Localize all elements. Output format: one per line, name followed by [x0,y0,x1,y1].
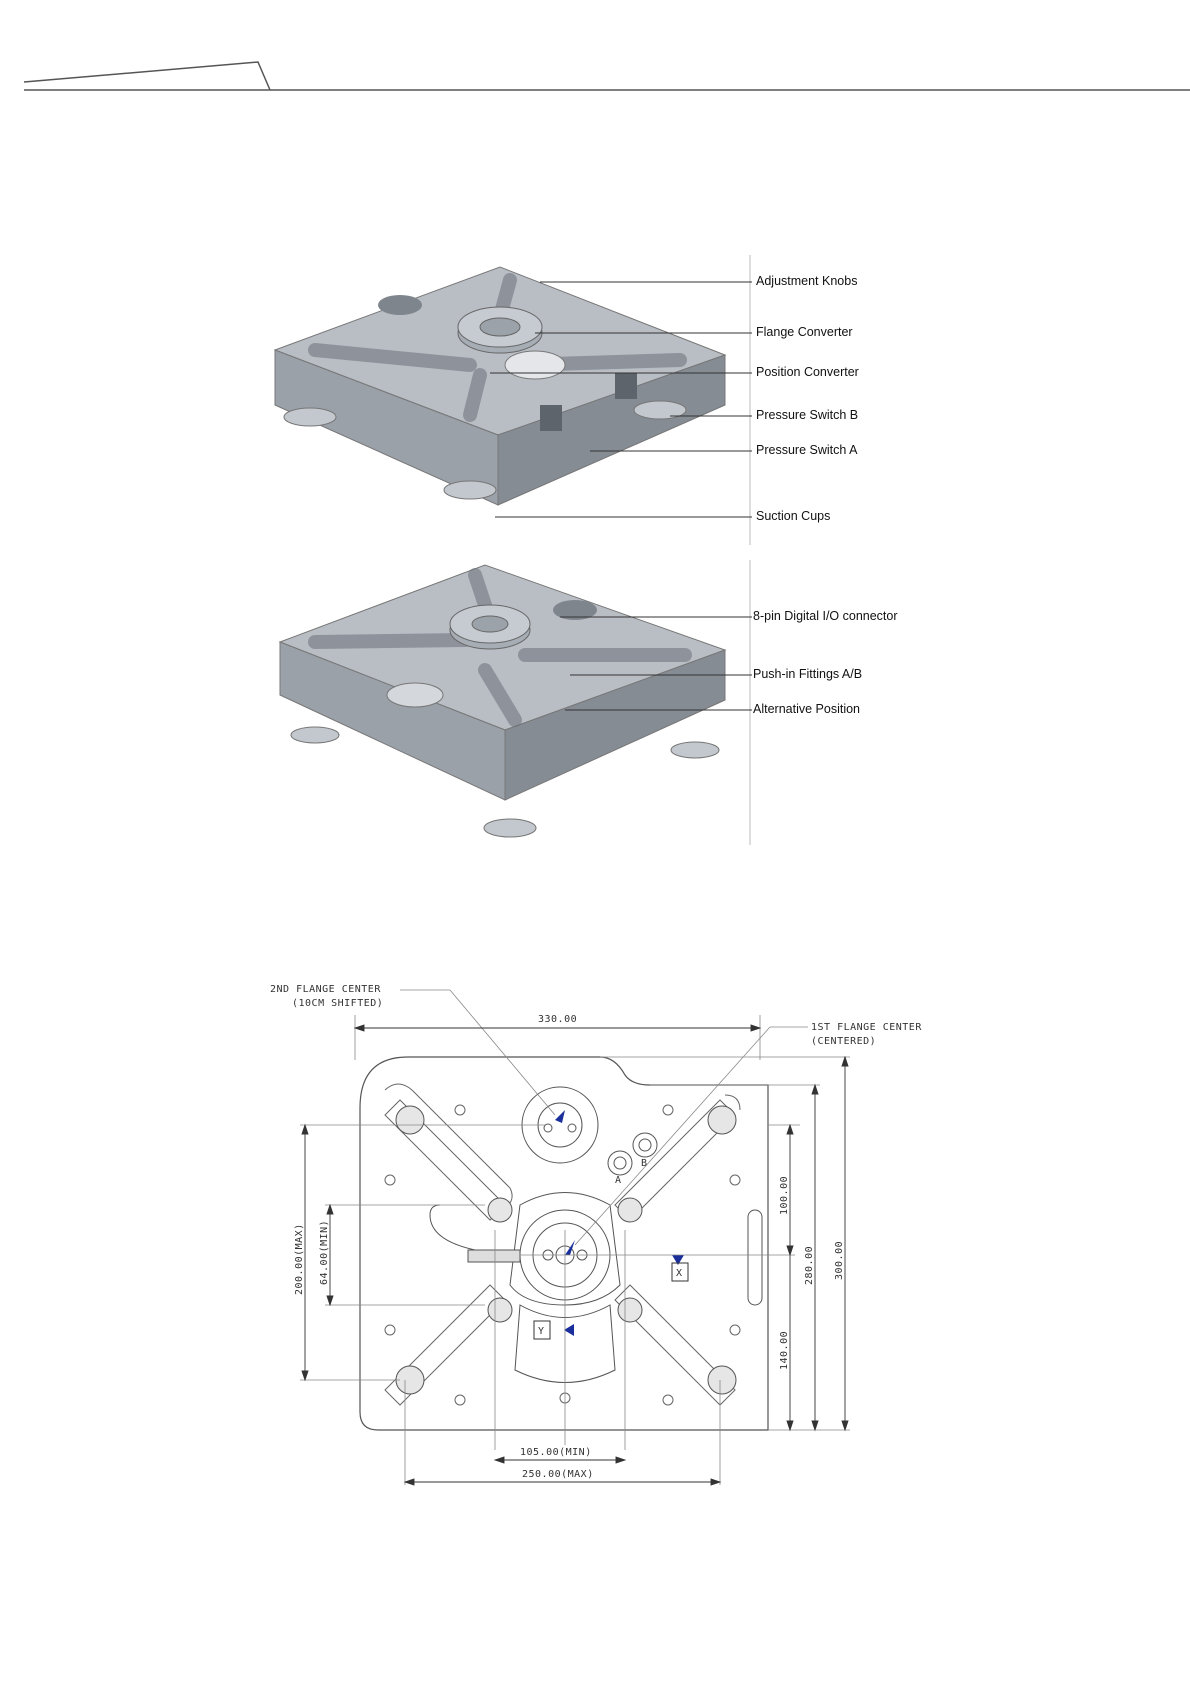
dim-280: 280.00 [804,1245,815,1285]
dim-330: 330.00 [538,1014,578,1025]
note-2nd-flange-2: (10CM SHIFTED) [292,998,384,1009]
dim-100: 100.00 [779,1175,790,1215]
note-1st-flange-2: (CENTERED) [811,1036,877,1047]
axis-x-label: X [676,1268,683,1279]
note-2nd-flange-1: 2ND FLANGE CENTER [270,984,381,995]
dim-140: 140.00 [779,1330,790,1370]
port-a-label: A [615,1175,622,1186]
dim-300: 300.00 [834,1240,845,1280]
label-pressure-switch-a: Pressure Switch A [756,443,858,457]
label-alternative-position: Alternative Position [753,702,861,716]
port-b-label: B [641,1158,648,1169]
label-pressure-switch-b: Pressure Switch B [756,408,859,422]
label-suction-cups: Suction Cups [756,509,831,523]
label-push-in-fittings: Push-in Fittings A/B [753,667,863,681]
label-io-connector: 8-pin Digital I/O connector [753,609,898,623]
label-position-converter: Position Converter [756,365,859,379]
dim-64-min: 64.00(MIN) [319,1219,330,1285]
dim-200-max: 200.00(MAX) [294,1223,305,1295]
label-adjustment-knobs: Adjustment Knobs [756,274,858,288]
note-1st-flange-1: 1ST FLANGE CENTER [811,1022,922,1033]
label-flange-converter: Flange Converter [756,325,853,339]
dim-105-min: 105.00(MIN) [520,1447,592,1458]
axis-y-label: Y [538,1326,545,1337]
dim-250-max: 250.00(MAX) [522,1469,594,1480]
